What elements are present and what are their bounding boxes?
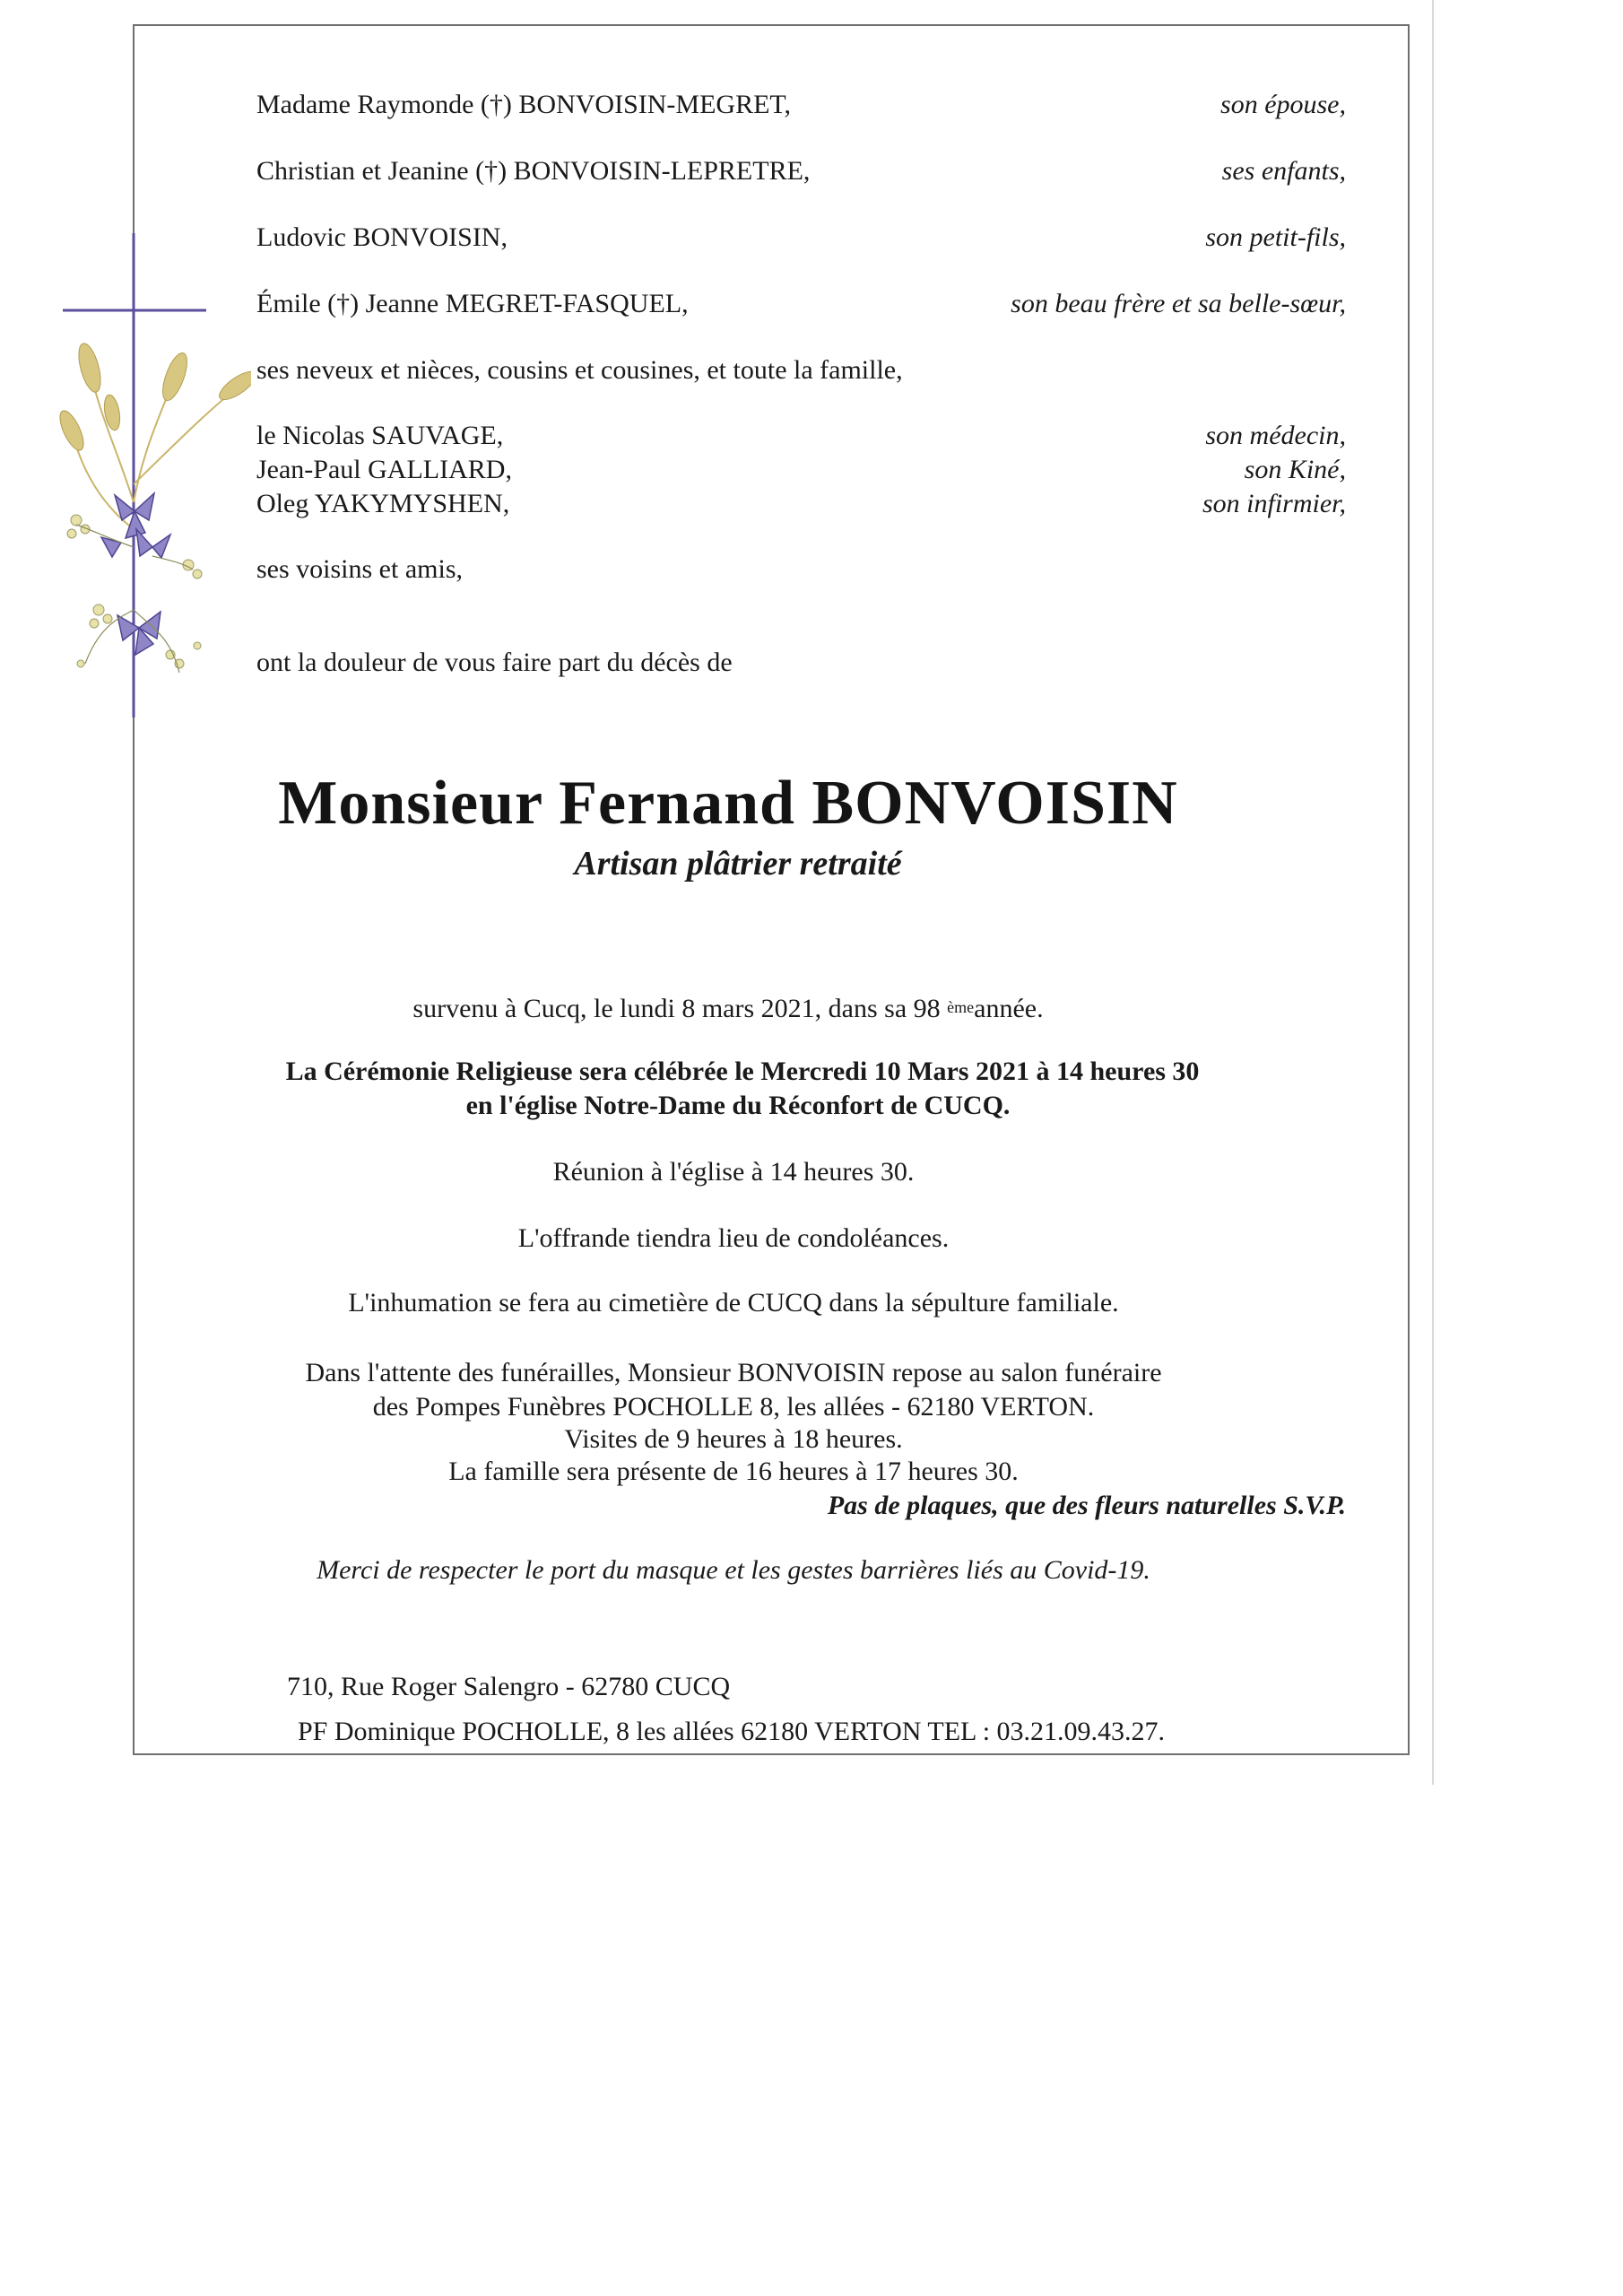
family-member-name: Ludovic BONVOISIN, <box>256 222 508 252</box>
covid-note: Merci de respecter le port du masque et les gestes barrières liés au Covid-19. <box>317 1555 1150 1585</box>
death-details <box>133 992 1324 1026</box>
family-member-relation: son épouse, <box>1220 90 1346 119</box>
deceased-name: Monsieur Fernand BONVOISIN <box>278 769 1178 838</box>
offering-line: L'offrande tiendra lieu de condoléances. <box>517 1223 950 1253</box>
announcement-line: ont la douleur de vous faire part du décès de <box>256 648 733 677</box>
care-team-relation: son médecin, <box>1205 421 1346 450</box>
cross-with-flowers-and-wheat-icon <box>45 233 251 726</box>
deceased-occupation: Artisan plâtrier retraité <box>574 845 902 883</box>
family-member-relation: son beau frère et sa belle-sœur, <box>1011 289 1346 318</box>
care-team-relation: son Kiné, <box>1244 455 1346 484</box>
funeral-home-line-4: La famille sera présente de 16 heures à 17 heures 30. <box>448 1457 1019 1486</box>
care-team-name: le Nicolas SAUVAGE, <box>256 421 504 450</box>
death-suffix: année. <box>974 994 1044 1023</box>
meeting-line: Réunion à l'église à 14 heures 30. <box>552 1157 915 1187</box>
undertaker-line: PF Dominique POCHOLLE, 8 les allées 62180 VERTON TEL : 03.21.09.43.27. <box>298 1717 1166 1746</box>
flowers-note: Pas de plaques, que des fleurs naturelles S.V.P. <box>827 1491 1346 1520</box>
funeral-home-line-3: Visites de 9 heures à 18 heures. <box>564 1424 903 1454</box>
care-team-relation: son infirmier, <box>1202 489 1346 518</box>
scan-edge-line <box>1432 0 1434 1785</box>
death-text: survenu à Cucq, le lundi 8 mars 2021, dans sa 98 <box>412 994 941 1023</box>
address-line: 710, Rue Roger Salengro - 62780 CUCQ <box>287 1672 731 1701</box>
ceremony-line-2: en l'église Notre-Dame du Réconfort de CUCQ. <box>465 1091 1011 1120</box>
extended-family-line: ses neveux et nièces, cousins et cousines, et toute la famille, <box>256 355 903 385</box>
family-member-name: Christian et Jeanine (†) BONVOISIN-LEPRETRE, <box>256 156 811 186</box>
family-member-name: Madame Raymonde (†) BONVOISIN-MEGRET, <box>256 90 792 119</box>
family-member-name: Émile (†) Jeanne MEGRET-FASQUEL, <box>256 289 689 318</box>
family-member-relation: son petit-fils, <box>1205 222 1346 252</box>
burial-line: L'inhumation se fera au cimetière de CUCQ dans la sépulture familiale. <box>348 1288 1119 1318</box>
family-member-relation: ses enfants, <box>1221 156 1346 186</box>
care-team-name: Jean-Paul GALLIARD, <box>256 455 512 484</box>
funeral-home-line-2: des Pompes Funèbres POCHOLLE 8, les allées - 62180 VERTON. <box>372 1392 1095 1422</box>
death-superscript: ème <box>947 998 975 1016</box>
funeral-home-line-1: Dans l'attente des funérailles, Monsieur BONVOISIN repose au salon funéraire <box>305 1358 1162 1387</box>
ceremony-line-1: La Cérémonie Religieuse sera célébrée le Mercredi 10 Mars 2021 à 14 heures 30 <box>285 1057 1200 1086</box>
care-team-name: Oleg YAKYMYSHEN, <box>256 489 510 518</box>
neighbours-line: ses voisins et amis, <box>256 554 463 584</box>
